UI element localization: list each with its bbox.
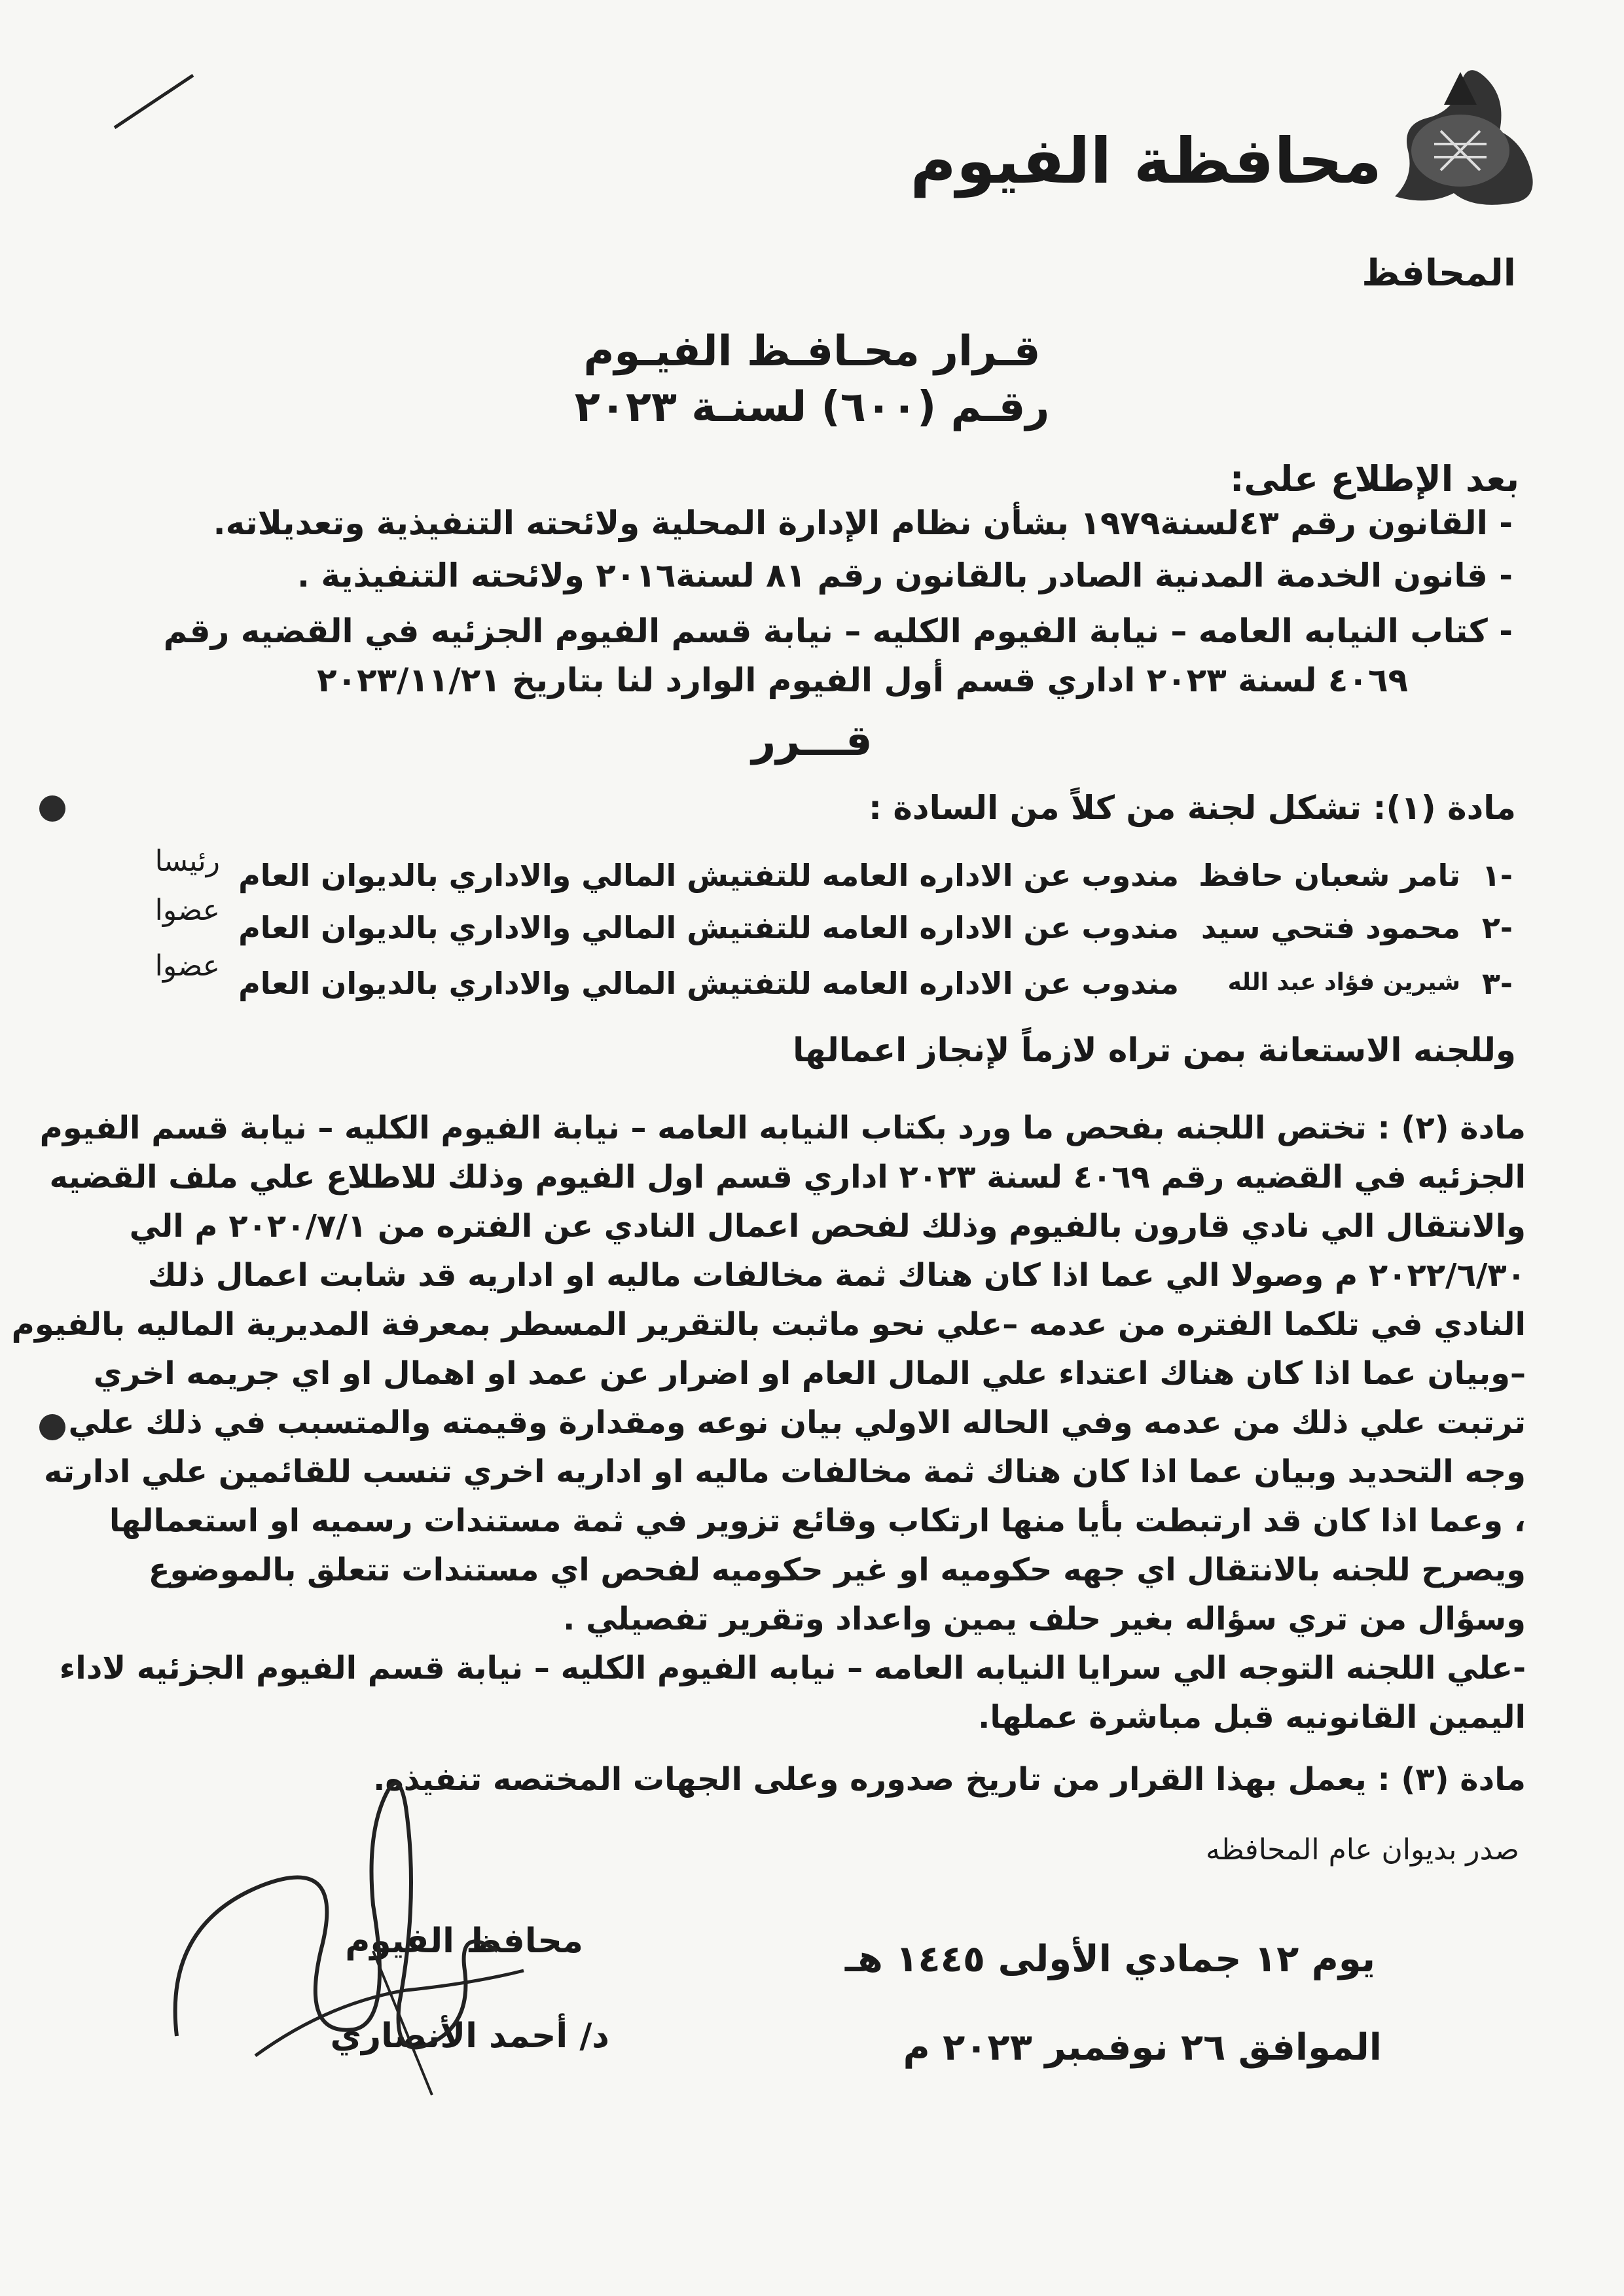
member-role: عضوا bbox=[154, 949, 220, 983]
gregorian-date: الموافق ٢٦ نوفمبر ٢٠٢٣ م bbox=[903, 2026, 1382, 2069]
decision-title: قـرار محـافـظ الفيـوم bbox=[583, 327, 1041, 376]
article-3-text: مادة (٣) : يعمل بهذا القرار من تاريخ صدوره وعلى الجهات المختصه تنفيذه. bbox=[373, 1761, 1526, 1798]
member-role: رئيسا bbox=[154, 845, 220, 878]
article-1-intro: مادة (١): تشكل لجنة من كلاً من السادة : bbox=[869, 789, 1516, 827]
article-2-line: -علي اللجنه التوجه الي سرايا النيابه العامه – نيابه الفيوم الكليه – نيابة قسم الفيوم الجزئيه لاداء bbox=[59, 1650, 1526, 1686]
member-number: ٢- bbox=[1481, 910, 1513, 945]
preamble-item: ٤٠٦٩ لسنة ٢٠٢٣ اداري قسم أول الفيوم الوارد لنا بتاريخ ٢٠٢٣/١١/٢١ bbox=[317, 661, 1408, 699]
signatory-name: د/ أحمد الأنصاري bbox=[330, 2016, 609, 2056]
article-2-line: وجه التحديد وبيان عما اذا كان هناك ثمة مخالفات ماليه او اداريه اخري تنسب للقائمين علي ادارته bbox=[44, 1453, 1526, 1490]
article-2-line: ترتبت علي ذلك من عدمه وفي الحاله الاولي بيان نوعه ومقدارة وقيمته والمتسبب في ذلك علي bbox=[68, 1404, 1526, 1441]
punch-hole bbox=[39, 795, 65, 822]
member-number: ٣- bbox=[1481, 966, 1513, 1001]
handwritten-signature bbox=[157, 1755, 563, 2121]
issuer-role: المحافظ bbox=[1362, 252, 1516, 295]
member-description: مندوب عن الاداره العامه للتفتيش المالي والاداري بالديوان العام bbox=[238, 910, 1179, 945]
article-1-footer: وللجنه الاستعانة بمن تراه لازماً لإنجاز اعمالها bbox=[793, 1031, 1516, 1069]
article-2-line: والانتقال الي نادي قارون بالفيوم وذلك لفحص اعمال النادي عن الفتره من ٢٠٢٠/٧/١ م الي bbox=[129, 1208, 1526, 1245]
article-2-line: –وبيان عما اذا كان هناك اعتداء علي المال العام او اضرار عن عمد او اهمال او اي جريمه اخري bbox=[93, 1355, 1526, 1392]
member-role: عضوا bbox=[154, 894, 220, 927]
article-2-line: ، وعما اذا كان قد ارتبطت بأيا منها ارتكاب وقائع تزوير في ثمة مستندات رسميه او استعمالها bbox=[109, 1503, 1526, 1539]
member-name: تامر شعبان حافظ bbox=[1199, 858, 1460, 893]
article-2-line: وسؤال من تري سؤاله بغير حلف يمين واعداد وتقرير تفصيلي . bbox=[563, 1601, 1526, 1637]
article-2-line: النادي في تلكما الفتره من عدمه –علي نحو ماثبت بالتقرير المسطر بمعرفة المديرية الماليه بالفيوم bbox=[11, 1306, 1526, 1343]
article-2-line: ٢٠٢٢/٦/٣٠ م وصولا الي عما اذا كان هناك ثمة مخالفات ماليه او اداريه قد شابت اعمال ذلك bbox=[147, 1257, 1526, 1294]
member-name: محمود فتحي سيد bbox=[1200, 910, 1460, 945]
member-number: ١- bbox=[1481, 858, 1513, 893]
article-2-line: اليمين القانونيه قبل مباشرة عملها. bbox=[978, 1699, 1526, 1736]
article-2-line: الجزئيه في القضيه رقم ٤٠٦٩ لسنة ٢٠٢٣ اداري قسم اول الفيوم وذلك للاطلاع علي ملف القضيه bbox=[49, 1159, 1526, 1195]
governorate-title: محافظة الفيوم bbox=[910, 124, 1382, 198]
preamble-item: - قانون الخدمة المدنية الصادر بالقانون رقم ٨١ لسنة٢٠١٦ ولائحته التنفيذية . bbox=[297, 556, 1513, 594]
member-name: شيرين فؤاد عبد الله bbox=[1227, 969, 1460, 996]
governorate-logo-icon bbox=[1375, 46, 1539, 216]
punch-hole bbox=[39, 1414, 65, 1440]
preamble-heading: بعد الإطلاع على: bbox=[1229, 458, 1519, 500]
member-description: مندوب عن الاداره العامه للتفتيش المالي والاداري بالديوان العام bbox=[238, 966, 1179, 1001]
pen-stroke-mark bbox=[111, 72, 196, 131]
hijri-date: يوم ١٢ جمادي الأولى ١٤٤٥ هـ bbox=[844, 1938, 1375, 1980]
preamble-item: - القانون رقم ٤٣لسنة١٩٧٩ بشأن نظام الإدارة المحلية ولائحته التنفيذية وتعديلاته. bbox=[213, 504, 1513, 542]
issued-at: صدر بديوان عام المحافظه bbox=[1205, 1833, 1519, 1867]
preamble-item: - كتاب النيابه العامه – نيابة الفيوم الكليه – نيابة قسم الفيوم الجزئيه في القضيه رقم bbox=[163, 612, 1513, 650]
member-description: مندوب عن الاداره العامه للتفتيش المالي والاداري بالديوان العام bbox=[238, 858, 1179, 893]
signatory-title: محافظ الفيوم bbox=[345, 1922, 583, 1961]
article-2-line: ويصرح للجنه بالانتقال اي جهه حكوميه او غير حكوميه لفحص اي مستندات تتعلق بالموضوع bbox=[148, 1552, 1526, 1588]
article-2-line: مادة (٢) : تختص اللجنه بفحص ما ورد بكتاب النيابه العامه – نيابة الفيوم الكليه – نيابة قسم الفيوم bbox=[39, 1110, 1526, 1146]
decided-heading: قـــرر bbox=[751, 717, 873, 765]
decision-number: رقـم (٦٠٠) لسنـة ٢٠٢٣ bbox=[574, 383, 1050, 431]
